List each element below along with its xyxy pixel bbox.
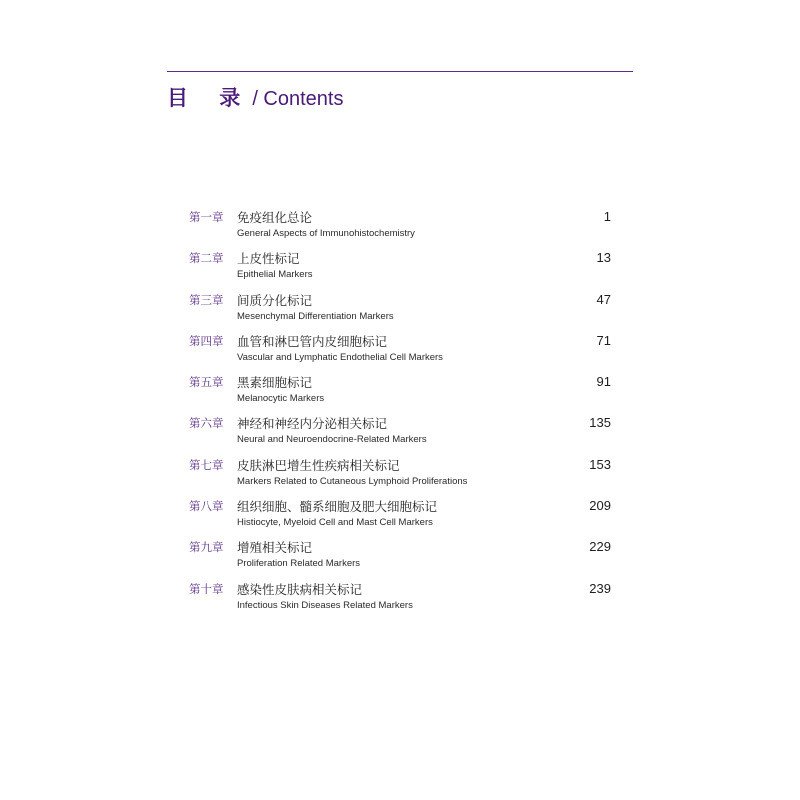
toc-entry[interactable] xyxy=(189,414,611,455)
toc-entry[interactable] xyxy=(189,580,611,621)
page-title-zh: 目 录 xyxy=(167,86,253,110)
page-number: 71 xyxy=(596,332,611,348)
chapter-title-en: Proliferation Related Markers xyxy=(237,558,361,570)
chapter-number: 第八章 xyxy=(189,499,224,514)
page-number: 135 xyxy=(589,415,611,431)
page-number: 239 xyxy=(589,580,611,596)
page-title-en: / Contents xyxy=(252,88,344,110)
chapter-title-zh: 神经和神经内分泌相关标记 xyxy=(237,416,388,432)
page-number: 13 xyxy=(596,250,611,266)
chapter-number: 第一章 xyxy=(189,210,224,224)
chapter-title-en: Mesenchymal Differentiation Markers xyxy=(237,310,394,322)
chapter-title-en: Markers Related to Cutaneous Lymphoid Proliferations xyxy=(237,475,468,487)
toc-entry[interactable] xyxy=(189,249,611,290)
chapter-title-zh: 间质分化标记 xyxy=(237,292,313,308)
chapter-number: 第四章 xyxy=(189,333,224,348)
chapter-title-en: Histiocyte, Myeloid Cell and Mast Cell Markers xyxy=(237,517,433,529)
toc-entry[interactable] xyxy=(189,373,611,414)
chapter-number: 第三章 xyxy=(189,292,224,307)
chapter-number: 第五章 xyxy=(189,375,224,390)
chapter-title-zh: 组织细胞、髓系细胞及肥大细胞标记 xyxy=(237,499,438,515)
page-number: 47 xyxy=(596,291,611,307)
toc-entry[interactable] xyxy=(189,291,611,332)
chapter-title-zh: 感染性皮肤病相关标记 xyxy=(237,581,363,597)
chapter-title-en: Infectious Skin Diseases Related Markers xyxy=(237,599,413,611)
chapter-title-zh: 免疫组化总论 xyxy=(237,210,313,225)
table-of-contents xyxy=(189,208,611,621)
page-number: 229 xyxy=(589,539,611,555)
chapter-title-zh: 增殖相关标记 xyxy=(237,540,313,556)
chapter-title-en: Melanocytic Markers xyxy=(237,393,325,405)
page-number: 209 xyxy=(589,498,611,514)
page-number: 91 xyxy=(596,374,611,390)
chapter-title-zh: 皮肤淋巴增生性疾病相关标记 xyxy=(237,457,400,473)
chapter-number: 第六章 xyxy=(189,416,224,431)
chapter-title-en: Neural and Neuroendocrine-Related Markers xyxy=(237,434,427,446)
page-title xyxy=(167,82,343,112)
chapter-title-en: Vascular and Lymphatic Endothelial Cell Markers xyxy=(237,351,443,363)
chapter-title-zh: 上皮性标记 xyxy=(237,251,300,267)
toc-entry[interactable] xyxy=(189,497,611,538)
chapter-number: 第九章 xyxy=(189,540,224,555)
chapter-title-zh: 黑素细胞标记 xyxy=(237,375,313,391)
toc-entry[interactable] xyxy=(189,538,611,579)
toc-entry[interactable] xyxy=(189,208,611,249)
chapter-title-zh: 血管和淋巴管内皮细胞标记 xyxy=(237,333,388,349)
toc-entry[interactable] xyxy=(189,456,611,497)
top-rule xyxy=(167,71,633,72)
chapter-number: 第二章 xyxy=(189,251,224,266)
page-number: 1 xyxy=(603,209,611,224)
chapter-number: 第七章 xyxy=(189,457,224,472)
page-number: 153 xyxy=(589,456,611,472)
chapter-number: 第十章 xyxy=(189,581,224,596)
chapter-title-en: Epithelial Markers xyxy=(237,269,313,281)
toc-entry[interactable] xyxy=(189,332,611,373)
chapter-title-en: General Aspects of Immunohistochemistry xyxy=(237,228,415,239)
